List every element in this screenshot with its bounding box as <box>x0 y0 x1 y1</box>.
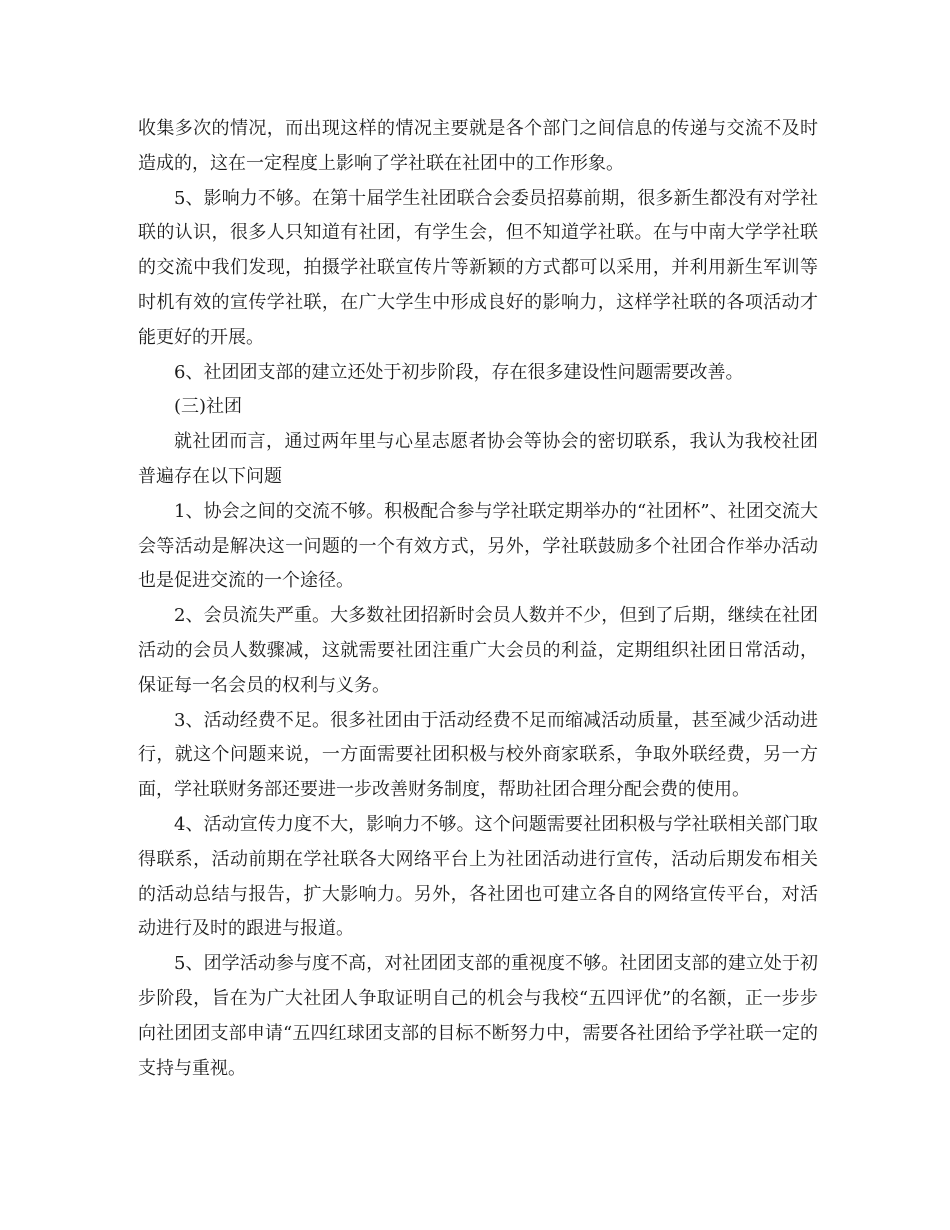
document-body <box>138 112 818 1086</box>
paragraph-funding: 3、活动经费不足。很多社团由于活动经费不足而缩减活动质量，甚至减少活动进行，就这个问题来说，一方面需要社团积极与校外商家联系，争取外联经费，另一方面，学社联财务部还要进一步改善财务制度，帮助社团合理分配会费的使用。 <box>138 709 818 801</box>
paragraph-participation: 5、团学活动参与度不高，对社团团支部的重视度不够。社团团支部的建立处于初步阶段，旨在为广大社团人争取证明自己的机会与我校“五四评优”的名额，正一步步向社团团支部申请“五四红球团支部的目标不断努力中，需要各社团给予学社联一定的支持与重视。 <box>138 953 818 1079</box>
paragraph-influence: 5、影响力不够。在第十届学生社团联合会委员招募前期，很多新生都没有对学社联的认识，很多人只知道有社团，有学生会，但不知道学社联。在与中南大学学社联的交流中我们发现，拍摄学社联宣传片等新颖的方式都可以采用，并利用新生军训等时机有效的宣传学社联，在广大学生中形成良好的影响力，这样学社联的各项活动才能更好的开展。 <box>138 187 818 348</box>
paragraph-branch-construction: 6、社团团支部的建立还处于初步阶段，存在很多建设性问题需要改善。 <box>174 361 744 383</box>
paragraph-member-loss: 2、会员流失严重。大多数社团招新时会员人数并不少，但到了后期，继续在社团活动的会员人数骤减，这就需要社团注重广大会员的利益，定期组织社团日常活动，保证每一名会员的权利与义务。 <box>138 605 818 696</box>
paragraph-communication: 1、协会之间的交流不够。积极配合参与学社联定期举办的“社团杯”、社团交流大会等活动是解决这一问题的一个有效方式，另外，学社联鼓励多个社团合作举办活动也是促进交流的一个途径。 <box>138 500 818 592</box>
paragraph-clubs-intro: 就社团而言，通过两年里与心星志愿者协会等协会的密切联系，我认为我校社团普遍存在以下问题 <box>138 431 818 487</box>
paragraph-publicity: 4、活动宣传力度不大，影响力不够。这个问题需要社团积极与学社联相关部门取得联系，活动前期在学社联各大网络平台上为社团活动进行宣传，活动后期发布相关的活动总结与报告，扩大影响力。另外，各社团也可建立各自的网络宣传平台，对活动进行及时的跟进与报道。 <box>138 813 818 940</box>
paragraph-continuation: 收集多次的情况，而出现这样的情况主要就是各个部门之间信息的传递与交流不及时造成的，这在一定程度上影响了学社联在社团中的工作形象。 <box>138 118 818 174</box>
section-heading-clubs: (三)社团 <box>174 396 243 418</box>
